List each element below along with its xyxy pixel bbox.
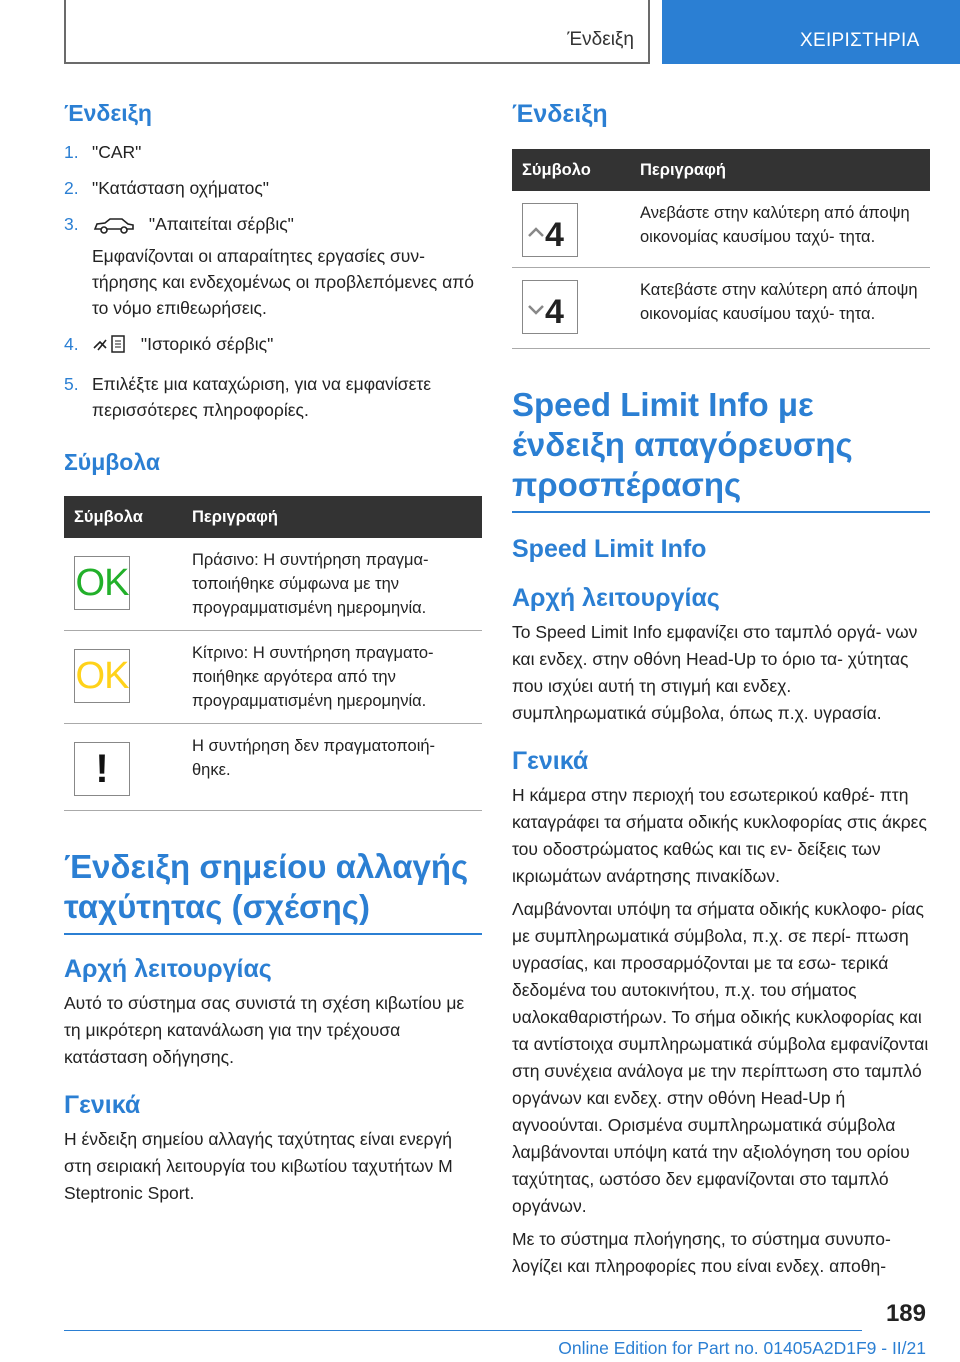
list-text: "CAR" (92, 142, 142, 162)
display-heading: Ένδειξη (64, 100, 152, 126)
table-header-symbol: Σύμβολα (64, 496, 182, 538)
header-section-box (64, 0, 650, 64)
table-header-symbol: Σύμβολο (512, 149, 630, 191)
footer-edition: Online Edition for Part no. 01405A2D1F9 - II/21 (558, 1338, 926, 1358)
general-paragraph-2: Λαμβάνονται υπόψη τα σήματα οδικής κυκλοφο‐ ρίας με συμπληρωματικά σύμβολα, π.χ. σε περί‐ πτωση υγρασίας, και προσαρμόζονται με τα εσω‐ τερικά δεδομένα του αυτοκινήτου, π.χ. του σήματος υαλοκαθαριστήρων. Το σήμα οδικής κυκλοφορίας και τα αντίστοιχα συμπληρωματικά σύμβολα εμφανίζονται στη συνέχεια ανάλογα με την περίπτωση στο ταμπλό οργάνων και ενδεχ. στην οθόνη Head-Up ή αγνοούνται. Ορισμένα συμπληρωματικά σύμβολα λαμβάνονται υπόψη κατά την αξιολόγηση του ορίου ταχύτητας, ωστόσο δεν εμφανίζονται στο ταμπλό οργάνων. (512, 899, 929, 1216)
table-header-row (64, 496, 482, 538)
header-manual-tab[interactable] (662, 0, 960, 64)
table-cell-description: Ανεβάστε στην καλύτερη από άποψη οικονομίας καυσίμου ταχύ‐ τητα. (630, 191, 930, 268)
service-history-icon (92, 334, 128, 361)
gear-down-icon (522, 280, 578, 334)
table-row (512, 191, 930, 268)
table-header-description: Περιγραφή (182, 496, 482, 538)
table-row (512, 268, 930, 349)
list-number: 5. (64, 374, 79, 394)
table-cell-description: Πράσινο: Η συντήρηση πραγμα‐ τοποιήθηκε σύμφωνα με την προγραμματισμένη ημερομηνία. (182, 538, 482, 631)
shift-point-title: Ένδειξη σημείου αλλαγής ταχύτητας (σχέσης) (64, 847, 482, 935)
speed-limit-title: Speed Limit Info με ένδειξη απαγόρευσης προσπέρασης (512, 385, 930, 513)
list-description: Εμφανίζονται οι απαραίτητες εργασίες συν‐ τήρησης και ενδεχομένως οι προβλεπόμενες από το νόμο επιθεωρήσεις. (92, 246, 475, 318)
svg-text:4: 4 (545, 216, 564, 254)
gear-table (512, 149, 930, 349)
general-paragraph-3: Με το σύστημα πλοήγησης, το σύστημα συνυπο‐ λογίζει και πληροφορίες που είναι ενδεχ. αποθη‐ (512, 1229, 891, 1276)
principle-text: Αυτό το σύστημα σας συνιστά τη σχέση κιβωτίου με τη μικρότερη κατανάλωση για την τρέχουσα κατάσταση οδήγησης. (64, 993, 465, 1067)
gear-up-icon (522, 203, 578, 257)
table-row (64, 724, 482, 811)
table-header-description: Περιγραφή (630, 149, 930, 191)
menu-list (64, 139, 482, 423)
table-cell-description: Κίτρινο: Η συντήρηση πραγματο‐ ποιήθηκε αργότερα από την προγραμματισμένη ημερομηνία. (182, 631, 482, 724)
footer-divider (64, 1330, 862, 1331)
list-text: "Κατάσταση οχήματος" (92, 178, 269, 198)
table-header-row (512, 149, 930, 191)
list-item (64, 139, 482, 165)
header-section-title: Ένδειξη (567, 29, 634, 50)
table-cell-description: Η συντήρηση δεν πραγματοποιή‐ θηκε. (182, 724, 482, 811)
list-number: 2. (64, 178, 79, 198)
car-service-icon (92, 215, 136, 241)
general-heading: Γενικά (512, 747, 589, 775)
ok-yellow-icon: OK (74, 649, 130, 703)
list-text: Επιλέξτε μια καταχώριση, για να εμφανίσετε περισσότερες πληροφορίες. (92, 374, 432, 420)
page-number: 189 (885, 1300, 926, 1327)
principle-heading: Αρχή λειτουργίας (64, 955, 272, 983)
display-heading: Ένδειξη (512, 100, 608, 128)
sli-heading: Speed Limit Info (512, 535, 707, 563)
list-number: 3. (64, 214, 79, 234)
ok-green-icon: OK (74, 556, 130, 610)
list-number: 4. (64, 334, 79, 354)
symbols-heading: Σύμβολα (64, 449, 160, 475)
right-column (512, 100, 930, 1280)
exclamation-icon: ! (74, 742, 130, 796)
list-item (64, 371, 482, 423)
table-cell-description: Κατεβάστε στην καλύτερη από άποψη οικονομίας καυσίμου ταχύ‐ τητα. (630, 268, 930, 349)
general-paragraph-1: Η κάμερα στην περιοχή του εσωτερικού καθρέ‐ πτη καταγράφει τα σήματα οδικής κυκλοφορίας στις άκρες του οδοστρώματος καθώς και τις εν‐ δείξεις των ικριωμάτων ανάρτησης πινακίδων. (512, 785, 927, 886)
principle-text: Το Speed Limit Info εμφανίζει στο ταμπλό οργά‐ νων και ενδεχ. στην οθόνη Head-Up το όριο τα‐ χύτητας που ισχύει αυτή τη στιγμή και ενδεχ. συμπληρωματικά σύμβολα, όπως π.χ. υγρασία. (512, 622, 918, 723)
header-manual-label: ΧΕΙΡΙΣΤΗΡΙΑ (800, 30, 920, 51)
list-text: "Ιστορικό σέρβις" (140, 334, 274, 354)
symbols-table (64, 496, 482, 811)
svg-text:4: 4 (545, 293, 564, 331)
general-text: Η ένδειξη σημείου αλλαγής ταχύτητας είναι ενεργή στη σειριακή λειτουργία του κιβωτίου ταχυτήτων M Steptronic Sport. (64, 1129, 453, 1203)
table-row (64, 538, 482, 631)
principle-heading: Αρχή λειτουργίας (512, 584, 720, 612)
general-heading: Γενικά (64, 1091, 141, 1119)
list-item (64, 331, 482, 361)
list-item (64, 211, 482, 321)
list-number: 1. (64, 142, 79, 162)
list-text: "Απαιτείται σέρβις" (148, 214, 294, 234)
list-item (64, 175, 482, 201)
table-row (64, 631, 482, 724)
left-column (64, 100, 482, 1207)
